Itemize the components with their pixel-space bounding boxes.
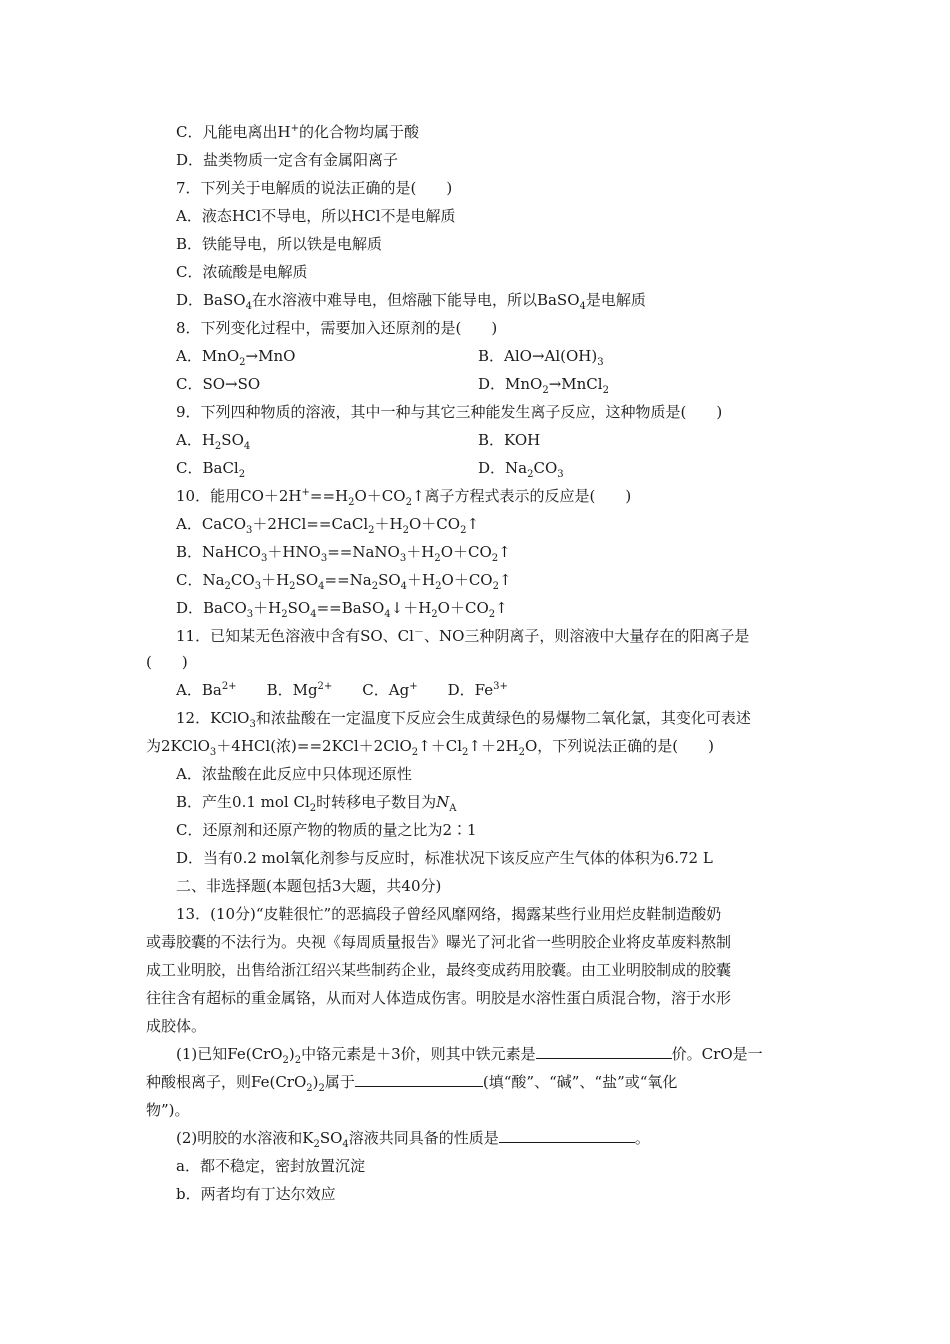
text-line: 种酸根离子，则$Fe(CrO_2)_2$属于 (填“酸”、“碱”、“盐”或“氧化 <box>146 1073 678 1094</box>
text-line: C．BaCl$_2$ <box>176 459 246 480</box>
text-line: A．浓盐酸在此反应中只体现还原性 <box>176 765 412 783</box>
text-line: C．浓硫酸是电解质 <box>176 263 308 281</box>
text-line: 11．已知某无色溶液中含有SO、Cl－、NO三种阴离子，则溶液中大量存在的阳离子是 <box>176 627 750 645</box>
text-line: B．KOH <box>478 431 541 449</box>
text-line: 二、非选择题(本题包括3大题，共40分) <box>176 877 442 895</box>
text-line: C．SO→SO <box>176 375 261 393</box>
text-line: A．MnO$_2$→MnO <box>176 347 296 368</box>
text-line: 12．KClO$_3$和浓盐酸在一定温度下反应会生成黄绿色的易爆物二氧化氯，其变化可表述 <box>176 709 751 730</box>
text-line: 物”)。 <box>146 1101 190 1119</box>
text-line: D．盐类物质一定含有金属阳离子 <box>176 151 399 169</box>
text-line: 9．下列四种物质的溶液，其中一种与其它三种能发生离子反应，这种物质是( ) <box>176 403 723 421</box>
text-line: B．铁能导电，所以铁是电解质 <box>176 235 383 253</box>
text-line: C．还原剂和还原产物的物质的量之比为2∶1 <box>176 821 477 839</box>
text-line: 为2KClO$_3$＋4HCl(浓)$==2KCl+2ClO_2↑+Cl_2↑+2H_2O$，下列说法正确的是( ) <box>146 737 714 758</box>
text-line: 10．能用$CO+2H^+==H_2O+CO_2↑$离子方程式表示的反应是( ) <box>176 487 632 508</box>
text-line: B．产生0.1 mol $Cl_2$时转移电子数目为$N_A$ <box>176 793 457 814</box>
text-line: D．BaSO$_4$在水溶液中难导电，但熔融下能导电，所以BaSO$_4$是电解质 <box>176 291 646 312</box>
text-line: 成工业明胶，出售给浙江绍兴某些制药企业，最终变成药用胶囊。由工业明胶制成的胶囊 <box>146 961 732 979</box>
text-line: C．$Na_2CO_3+H_2SO_4==Na_2SO_4+H_2O+CO_2↑$ <box>176 571 512 592</box>
text-line: 8．下列变化过程中，需要加入还原剂的是( ) <box>176 319 498 337</box>
text-line: A．$CaCO_3+2HCl==CaCl_2+H_2O+CO_2↑$ <box>176 515 480 536</box>
text-line: (2)明胶的水溶液和$K_2SO_4$溶液共同具备的性质是 。 <box>176 1129 650 1150</box>
text-line: ( ) <box>146 653 188 671</box>
text-line: (1)已知$Fe(CrO_2)_2$中铬元素是＋3价，则其中铁元素是 价。CrO是一 <box>176 1045 763 1066</box>
text-line: C．凡能电离出H+的化合物均属于酸 <box>176 123 419 141</box>
text-line: a．都不稳定，密封放置沉淀 <box>176 1157 365 1175</box>
text-line: D．MnO$_2$→MnCl$_2$ <box>478 375 609 396</box>
text-line: D．$Na_2CO_3$ <box>478 459 564 480</box>
text-line: A．$H_2SO_4$ <box>176 431 251 452</box>
text-line: D．当有0.2 mol氧化剂参与反应时，标准状况下该反应产生气体的体积为6.72 L <box>176 849 713 867</box>
text-line: A．液态HCl不导电，所以HCl不是电解质 <box>176 207 456 225</box>
text-line: 或毒胶囊的不法行为。央视《每周质量报告》曝光了河北省一些明胶企业将皮革废料熬制 <box>146 933 732 951</box>
text-line: 7．下列关于电解质的说法正确的是( ) <box>176 179 453 197</box>
text-line: B．$NaHCO_3+HNO_3==NaNO_3+H_2O+CO_2↑$ <box>176 543 511 564</box>
text-line: A．$Ba^{2+}$ B．$Mg^{2+}$ C．Ag+ D．$Fe^{3+}$ <box>176 681 508 699</box>
text-line: B．$AlO\to Al(OH)_3$ <box>478 347 604 368</box>
text-line: 13．(10分)“皮鞋很忙”的恶搞段子曾经风靡网络，揭露某些行业用烂皮鞋制造酸奶 <box>176 905 722 923</box>
text-line: 往往含有超标的重金属铬，从而对人体造成伤害。明胶是水溶性蛋白质混合物，溶于水形 <box>146 989 732 1007</box>
text-line: b．两者均有丁达尔效应 <box>176 1185 336 1203</box>
text-line: 成胶体。 <box>146 1017 207 1035</box>
text-line: D．$BaCO_3+H_2SO_4==BaSO_4↓+H_2O+CO_2↑$ <box>176 599 508 620</box>
